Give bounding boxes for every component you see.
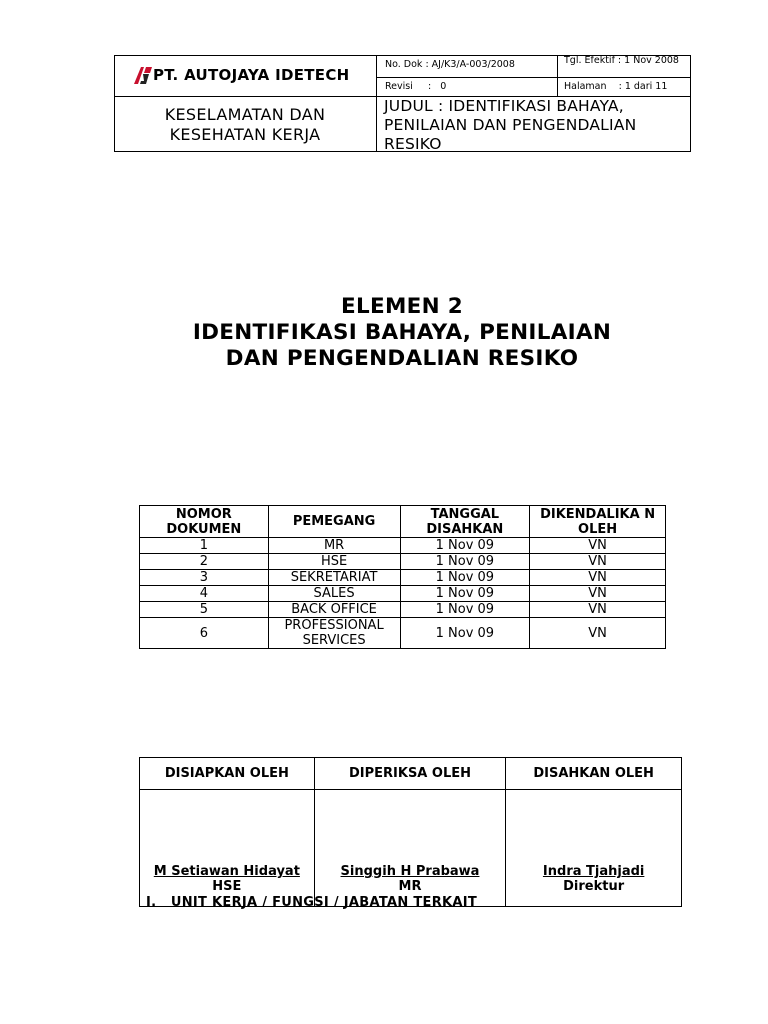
approval-header-approved: DISAHKAN OLEH — [506, 758, 682, 790]
column-header: TANGGAL DISAHKAN — [400, 506, 530, 538]
table-cell: 4 — [140, 586, 269, 602]
signature-row — [140, 790, 682, 907]
table-cell: 1 Nov 09 — [400, 602, 530, 618]
table-cell: VN — [530, 538, 666, 554]
element-title-line-2: DAN PENGENDALIAN RESIKO — [225, 346, 579, 371]
table-row — [140, 554, 666, 570]
approval-header-row — [140, 758, 682, 790]
table-header-row — [140, 506, 666, 538]
department-title: KESELAMATAN DAN KESEHATAN KERJA — [114, 97, 377, 152]
table-cell: PROFESSIONAL SERVICES — [268, 618, 400, 649]
signatory-name: Indra Tjahjadi — [542, 864, 645, 879]
table-cell: SALES — [268, 586, 400, 602]
table-cell: VN — [530, 618, 666, 649]
table-cell: 1 Nov 09 — [400, 554, 530, 570]
table-row — [140, 586, 666, 602]
effective-date: Tgl. Efektif : 1 Nov 2008 — [558, 55, 691, 78]
table-cell: 1 Nov 09 — [400, 618, 530, 649]
document-title: JUDUL : IDENTIFIKASI BAHAYA, PENILAIAN DAN PENGENDALIAN RESIKO — [384, 97, 637, 153]
signatory-role: Direktur — [563, 879, 625, 894]
table-cell: VN — [530, 554, 666, 570]
table-cell: SEKRETARIAT — [268, 570, 400, 586]
table-cell: HSE — [268, 554, 400, 570]
section-heading: I. UNIT KERJA / FUNGSI / JABATAN TERKAIT — [146, 895, 478, 910]
distribution-table — [139, 505, 666, 649]
signatory-name: M Setiawan Hidayat — [153, 864, 300, 879]
element-title — [0, 294, 768, 372]
company-logo-cell — [114, 55, 377, 97]
table-row — [140, 570, 666, 586]
table-cell: 1 Nov 09 — [400, 570, 530, 586]
document-number: No. Dok : AJ/K3/A-003/2008 — [377, 55, 558, 78]
table-cell: 5 — [140, 602, 269, 618]
signature-prepared — [140, 790, 315, 907]
approval-header-checked: DIPERIKSA OLEH — [314, 758, 506, 790]
table-cell: 3 — [140, 570, 269, 586]
table-cell: VN — [530, 570, 666, 586]
signatory-role: HSE — [212, 879, 242, 894]
revision: Revisi : 0 — [377, 78, 558, 97]
column-header: PEMEGANG — [268, 506, 400, 538]
element-number: ELEMEN 2 — [341, 294, 463, 319]
company-name: PT. AUTOJAYA IDETECH — [153, 66, 350, 84]
signature-checked — [314, 790, 506, 907]
column-header: NOMOR DOKUMEN — [140, 506, 269, 538]
signature-approved — [506, 790, 682, 907]
element-title-line-1: IDENTIFIKASI BAHAYA, PENILAIAN — [192, 320, 612, 345]
page-number: Halaman : 1 dari 11 — [558, 78, 691, 97]
table-cell: VN — [530, 586, 666, 602]
table-cell: 6 — [140, 618, 269, 649]
column-header: DIKENDALIKA N OLEH — [530, 506, 666, 538]
table-cell: 1 Nov 09 — [400, 538, 530, 554]
approval-table — [139, 757, 682, 907]
table-row — [140, 602, 666, 618]
table-row — [140, 538, 666, 554]
signatory-name: Singgih H Prabawa — [340, 864, 480, 879]
table-cell: 1 — [140, 538, 269, 554]
table-row — [140, 618, 666, 649]
table-cell: 1 Nov 09 — [400, 586, 530, 602]
table-cell: VN — [530, 602, 666, 618]
signatory-role: MR — [398, 879, 422, 894]
table-cell: 2 — [140, 554, 269, 570]
table-cell: MR — [268, 538, 400, 554]
table-cell: BACK OFFICE — [268, 602, 400, 618]
aj-logo-icon — [132, 64, 154, 86]
approval-header-prepared: DISIAPKAN OLEH — [140, 758, 315, 790]
